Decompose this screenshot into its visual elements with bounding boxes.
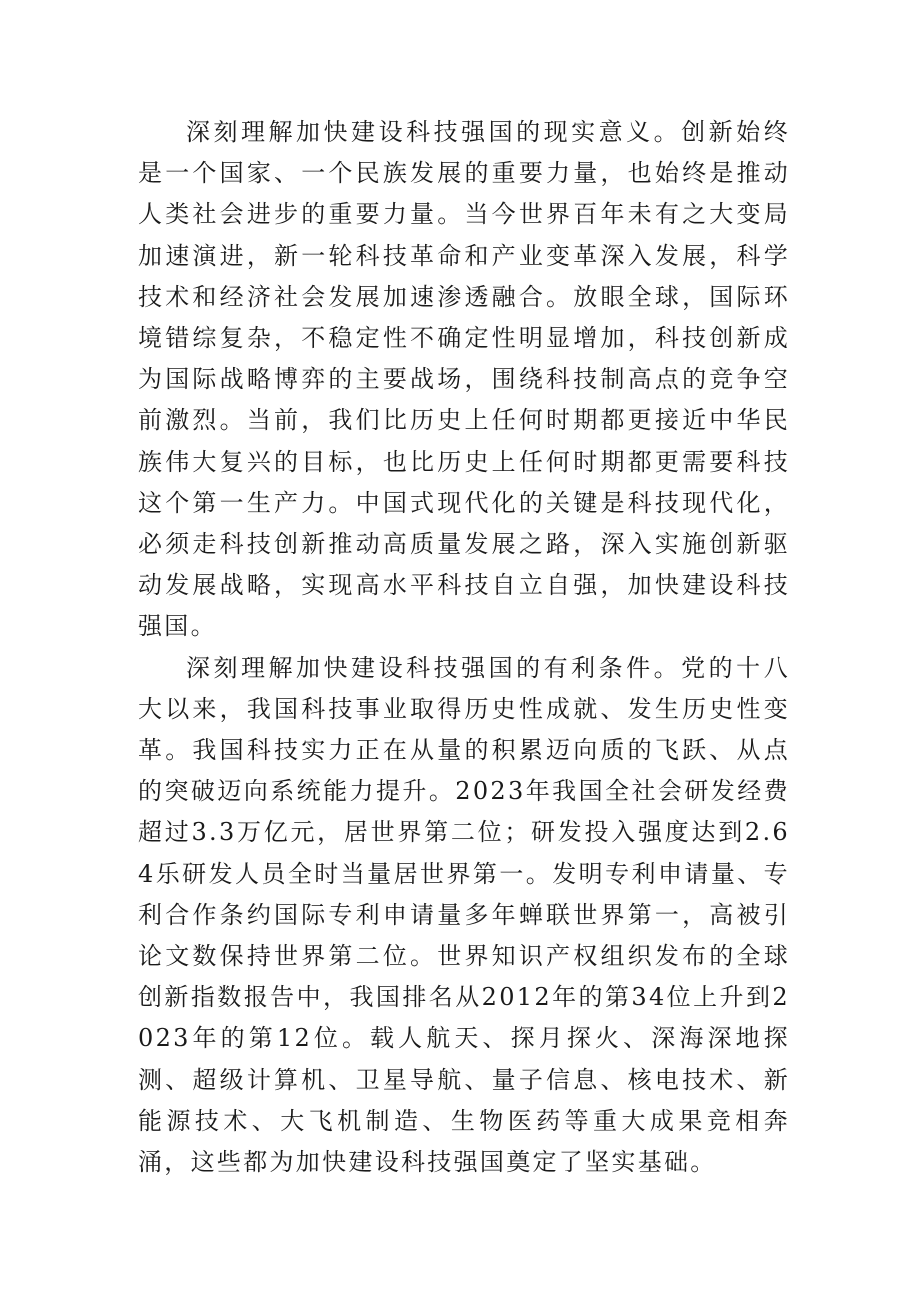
paragraph-favorable-conditions: 深刻理解加快建设科技强国的有利条件。党的十八大以来，我国科技事业取得历史性成就、发生历史性变革。我国科技实力正在从量的积累迈向质的飞跃、从点的突破迈向系统能力提升。2023年我国全社会研发经费超过3.3万亿元，居世界第二位；研发投入强度达到2.64乐研发人员全时当量居世界第一。发明专利申请量、专利合作条约国际专利申请量多年蝉联世界第一，高被引论文数保持世界第二位。世界知识产权组织发布的全球创新指数报告中，我国排名从2012年的第34位上升到2023年的第12位。载人航天、探月探火、深海深地探测、超级计算机、卫星导航、量子信息、核电技术、新能源技术、大飞机制造、生物医药等重大成果竞相奔涌，这些都为加快建设科技强国奠定了坚实基础。 xyxy=(138,653,790,1177)
paragraph-practical-significance: 深刻理解加快建设科技强国的现实意义。创新始终是一个国家、一个民族发展的重要力量，也始终是推动人类社会进步的重要力量。当今世界百年未有之大变局加速演进，新一轮科技革命和产业变革深入发展，科学技术和经济社会发展加速渗透融合。放眼全球，国际环境错综复杂，不稳定性不确定性明显增加，科技创新成为国际战略博弈的主要战场，围绕科技制高点的竞争空前激烈。当前，我们比历史上任何时期都更接近中华民族伟大复兴的目标，也比历史上任何时期都更需要科技这个第一生产力。中国式现代化的关键是科技现代化，必须走科技创新推动高质量发展之路，深入实施创新驱动发展战略，实现高水平科技自立自强，加快建设科技强国。 xyxy=(138,118,790,641)
document-body xyxy=(138,112,790,1183)
